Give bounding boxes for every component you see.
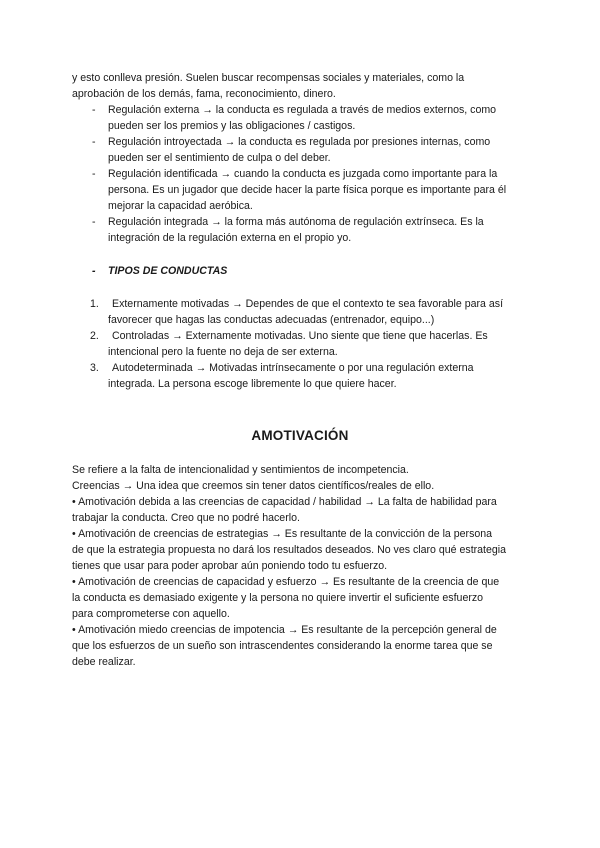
- amotivacion-line-10: para comprometerse con aquello.: [72, 608, 230, 620]
- amotivacion-line-13: debe realizar.: [72, 656, 136, 668]
- regulation-identificada-line-2: persona. Es un jugador que decide hacer la parte física porque es importante para él: [108, 184, 507, 196]
- amotivacion-line-6: de que la estrategia propuesta no dará los resultados deseados. No ves claro qué estrategia: [72, 544, 507, 556]
- regulation-externa-line-1: Regulación externa → la conducta es regulada a través de medios externos, como: [108, 104, 497, 116]
- list-number: 1.: [90, 298, 99, 310]
- list-bullet: -: [92, 136, 96, 148]
- regulation-identificada-line-1: Regulación identificada → cuando la conducta es juzgada como importante para la: [108, 168, 498, 180]
- regulation-integrada-line-2: integración de la regulación externa en el propio yo.: [108, 232, 352, 244]
- regulation-introyectada-line-2: pueden ser el sentimiento de culpa o del deber.: [108, 152, 331, 164]
- tipo-autodeterminada-line-2: integrada. La persona escoge libremente lo que quiere hacer.: [108, 378, 397, 390]
- regulation-externa-line-2: pueden ser los premios y las obligaciones / castigos.: [108, 120, 356, 132]
- amotivacion-line-4: trabajar la conducta. Creo que no podré hacerlo.: [72, 512, 300, 524]
- amotivacion-line-2: Creencias → Una idea que creemos sin tener datos científicos/reales de ello.: [72, 480, 435, 492]
- regulation-integrada-line-1: Regulación integrada → la forma más autónoma de regulación extrínseca. Es la: [108, 216, 484, 228]
- list-bullet: -: [92, 216, 96, 228]
- list-bullet: -: [92, 168, 96, 180]
- regulation-identificada-line-3: mejorar la capacidad aeróbica.: [108, 200, 253, 212]
- section-heading: AMOTIVACIÓN: [251, 428, 349, 443]
- list-bullet: -: [92, 265, 96, 277]
- tipo-controladas-line-2: intencional pero la fuente no deja de ser externa.: [108, 346, 338, 358]
- amotivacion-line-3: • Amotivación debida a las creencias de capacidad / habilidad → La falta de habilidad para: [72, 496, 497, 508]
- regulation-introyectada-line-1: Regulación introyectada → la conducta es regulada por presiones internas, como: [108, 136, 491, 148]
- list-number: 2.: [90, 330, 99, 342]
- amotivacion-line-11: • Amotivación miedo creencias de impotencia → Es resultante de la percepción general de: [72, 624, 497, 636]
- list-number: 3.: [90, 362, 99, 374]
- amotivacion-line-7: tienes que usar para poder aprobar aún poniendo todo tu esfuerzo.: [72, 560, 388, 572]
- amotivacion-line-12: que los esfuerzos de un sueño son intrascendentes considerando la enorme tarea que se: [72, 640, 493, 652]
- section-subtitle: TIPOS DE CONDUCTAS: [108, 265, 228, 277]
- intro-line-1: y esto conlleva presión. Suelen buscar recompensas sociales y materiales, como la: [72, 72, 465, 84]
- amotivacion-line-5: • Amotivación de creencias de estrategias → Es resultante de la convicción de la persona: [72, 528, 493, 540]
- tipo-controladas-line-1: Controladas → Externamente motivadas. Uno siente que tiene que hacerlas. Es: [112, 330, 488, 342]
- amotivacion-line-8: • Amotivación de creencias de capacidad y esfuerzo → Es resultante de la creencia de que: [72, 576, 500, 588]
- amotivacion-line-9: la conducta es demasiado exigente y la persona no quiere invertir el suficiente esfuerzo: [72, 592, 484, 604]
- list-bullet: -: [92, 104, 96, 116]
- intro-line-2: aprobación de los demás, fama, reconocimiento, dinero.: [72, 88, 336, 100]
- tipo-externas-line-2: favorecer que hagas las conductas adecuadas (entrenador, equipo...): [108, 314, 435, 326]
- tipo-autodeterminada-line-1: Autodeterminada → Motivadas intrínsecamente o por una regulación externa: [112, 362, 474, 374]
- amotivacion-line-1: Se refiere a la falta de intencionalidad y sentimientos de incompetencia.: [72, 464, 409, 476]
- tipo-externas-line-1: Externamente motivadas → Dependes de que el contexto te sea favorable para así: [112, 298, 504, 310]
